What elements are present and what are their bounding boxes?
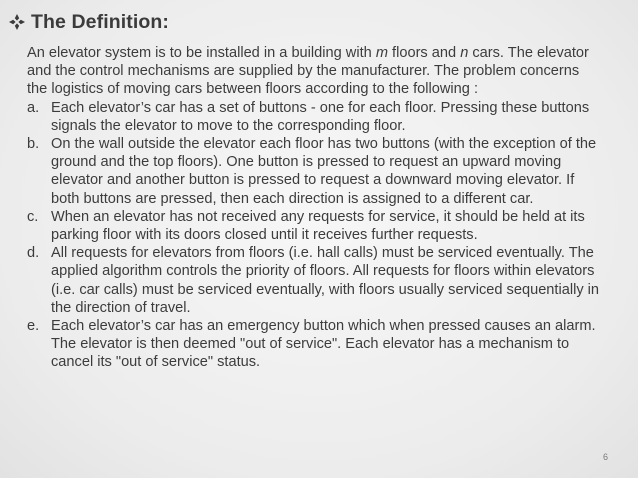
intro-variable-n: n	[460, 45, 469, 61]
requirements-list	[27, 99, 602, 372]
slide-title: The Definition:	[31, 10, 169, 33]
list-item-letter: c.	[27, 208, 39, 225]
list-item-letter: a.	[27, 99, 40, 116]
list-item-text: When an elevator has not received any requests for service, it should be held at its parking floor with its doors closed until it receives further requests.	[51, 208, 585, 244]
intro-paragraph	[27, 44, 602, 99]
list-item-b	[27, 135, 602, 208]
list-item-text: Each elevator’s car has a set of buttons - one for each floor. Pressing these buttons signals the elevator to move to the corresponding floor.	[51, 99, 590, 134]
page-number: 6	[602, 452, 608, 462]
intro-text-part1: An elevator system is to be installed in a building with	[27, 45, 376, 61]
list-item-letter: b.	[27, 136, 40, 153]
list-item-a	[27, 99, 602, 135]
intro-text-part2: floors and	[387, 45, 461, 61]
list-item-letter: d.	[27, 245, 40, 262]
list-item-c	[27, 208, 602, 244]
list-item-text: All requests for elevators from floors (i.e. hall calls) must be serviced eventually. The applied algorithm controls the priority of floors. All requests for floors within elevators (i.e. car calls) must be serviced eventually, with floors usually serviced sequentially in the direction of travel.	[51, 245, 600, 316]
intro-variable-m: m	[375, 45, 388, 61]
slide-title-row	[8, 8, 169, 36]
slide-body	[27, 44, 602, 372]
list-item-letter: e.	[27, 318, 40, 335]
list-item-text: Each elevator’s car has an emergency button which when pressed causes an alarm. The elevator is then deemed "out of service". Each elevator has a mechanism to cancel its "out of service" status.	[51, 318, 596, 371]
diamond-fleur-bullet-icon	[8, 13, 26, 31]
list-item-d	[27, 244, 602, 317]
intro-text-part3: cars. The elevator and the control mechanisms are supplied by the manufacturer. The problem concerns the logistics of moving cars between floors according to the following :	[27, 45, 589, 98]
list-item-e	[27, 317, 602, 372]
list-item-text: On the wall outside the elevator each floor has two buttons (with the exception of the ground and the top floors). One button is pressed to request an upward moving elevator and another button is pressed to request a downward moving elevator. If both buttons are pressed, then each direction is assigned to a different car.	[51, 136, 597, 207]
